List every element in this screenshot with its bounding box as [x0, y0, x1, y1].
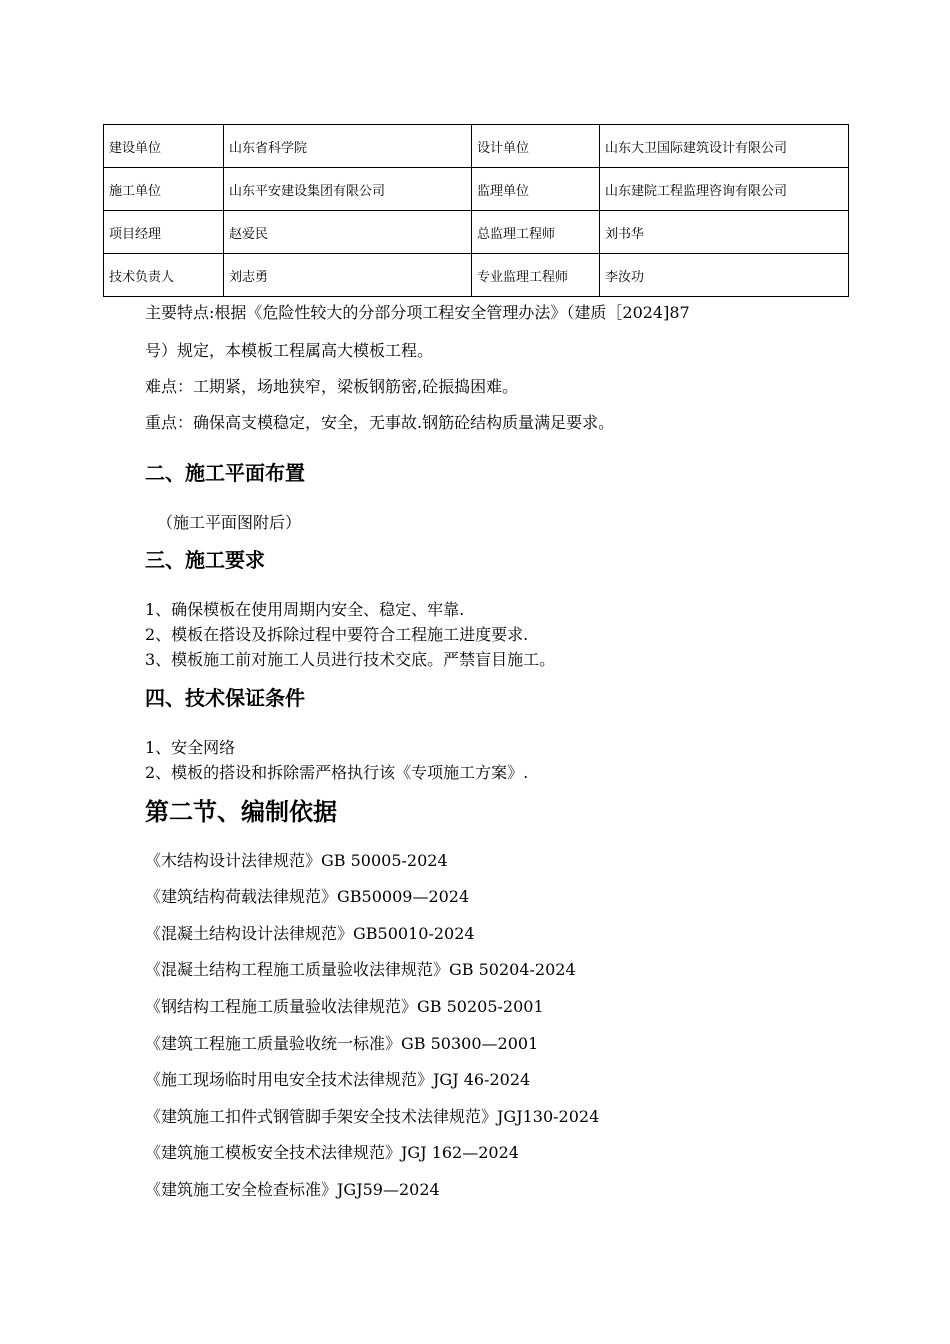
- table-row: [104, 254, 849, 297]
- standard-item: 《木结构设计法律规范》GB 50005-2024: [145, 851, 448, 870]
- section-heading-technical-guarantee: 四、技术保证条件: [145, 686, 305, 710]
- standard-item: 《混凝土结构设计法律规范》GB50010-2024: [145, 924, 475, 943]
- table-cell-label: 专业监理工程师: [472, 254, 600, 297]
- features-paragraph-line2: 号）规定，本模板工程属高大模板工程。: [145, 341, 434, 360]
- table-row: [104, 211, 849, 254]
- standard-item: 《钢结构工程施工质量验收法律规范》GB 50205-2001: [145, 997, 544, 1016]
- table-cell-value: 山东大卫国际建筑设计有限公司: [600, 125, 849, 168]
- table-cell-label: 项目经理: [104, 211, 224, 254]
- layout-note: （施工平面图附后）: [157, 513, 302, 532]
- section-heading-requirements: 三、施工要求: [145, 548, 265, 572]
- key-points-paragraph: 重点：确保高支模稳定，安全，无事故.钢筋砼结构质量满足要求。: [145, 413, 615, 432]
- table-cell-label: 施工单位: [104, 168, 224, 211]
- standard-item: 《建筑工程施工质量验收统一标准》GB 50300—2001: [145, 1034, 539, 1053]
- standard-item: 《建筑结构荷载法律规范》GB50009—2024: [145, 887, 470, 906]
- table-cell-value: 刘志勇: [224, 254, 472, 297]
- list-item: 3、模板施工前对施工人员进行技术交底。严禁盲目施工。: [145, 650, 556, 669]
- project-info-table: [103, 124, 849, 297]
- table-cell-value: 山东平安建设集团有限公司: [224, 168, 472, 211]
- table-cell-label: 监理单位: [472, 168, 600, 211]
- standard-item: 《混凝土结构工程施工质量验收法律规范》GB 50204-2024: [145, 960, 576, 979]
- standard-item: 《施工现场临时用电安全技术法律规范》JGJ 46-2024: [145, 1070, 531, 1089]
- section-heading-layout: 二、施工平面布置: [145, 461, 305, 485]
- list-item: 1、确保模板在使用周期内安全、稳定、牢靠.: [145, 600, 465, 619]
- table-cell-value: 李汝功: [600, 254, 849, 297]
- list-item: 2、模板在搭设及拆除过程中要符合工程施工进度要求.: [145, 625, 529, 644]
- table-row: [104, 168, 849, 211]
- list-item: 2、模板的搭设和拆除需严格执行该《专项施工方案》.: [145, 763, 529, 782]
- table-cell-label: 总监理工程师: [472, 211, 600, 254]
- chapter-heading-basis: 第二节、编制依据: [145, 798, 337, 826]
- table-cell-label: 设计单位: [472, 125, 600, 168]
- table-cell-value: 山东省科学院: [224, 125, 472, 168]
- table-cell-label: 技术负责人: [104, 254, 224, 297]
- difficulty-paragraph: 难点：工期紧，场地狭窄，梁板钢筋密,砼振捣困难。: [145, 377, 519, 396]
- list-item: 1、安全网络: [145, 738, 236, 757]
- features-paragraph-line1: 主要特点:根据《危险性较大的分部分项工程安全管理办法》（建质［2024]87: [145, 303, 690, 322]
- standard-item: 《建筑施工扣件式钢管脚手架安全技术法律规范》JGJ130-2024: [145, 1107, 600, 1126]
- table-cell-label: 建设单位: [104, 125, 224, 168]
- table-row: [104, 125, 849, 168]
- standard-item: 《建筑施工模板安全技术法律规范》JGJ 162—2024: [145, 1143, 519, 1162]
- standard-item: 《建筑施工安全检查标准》JGJ59—2024: [145, 1180, 440, 1199]
- table-cell-value: 刘书华: [600, 211, 849, 254]
- table-cell-value: 赵爱民: [224, 211, 472, 254]
- table-cell-value: 山东建院工程监理咨询有限公司: [600, 168, 849, 211]
